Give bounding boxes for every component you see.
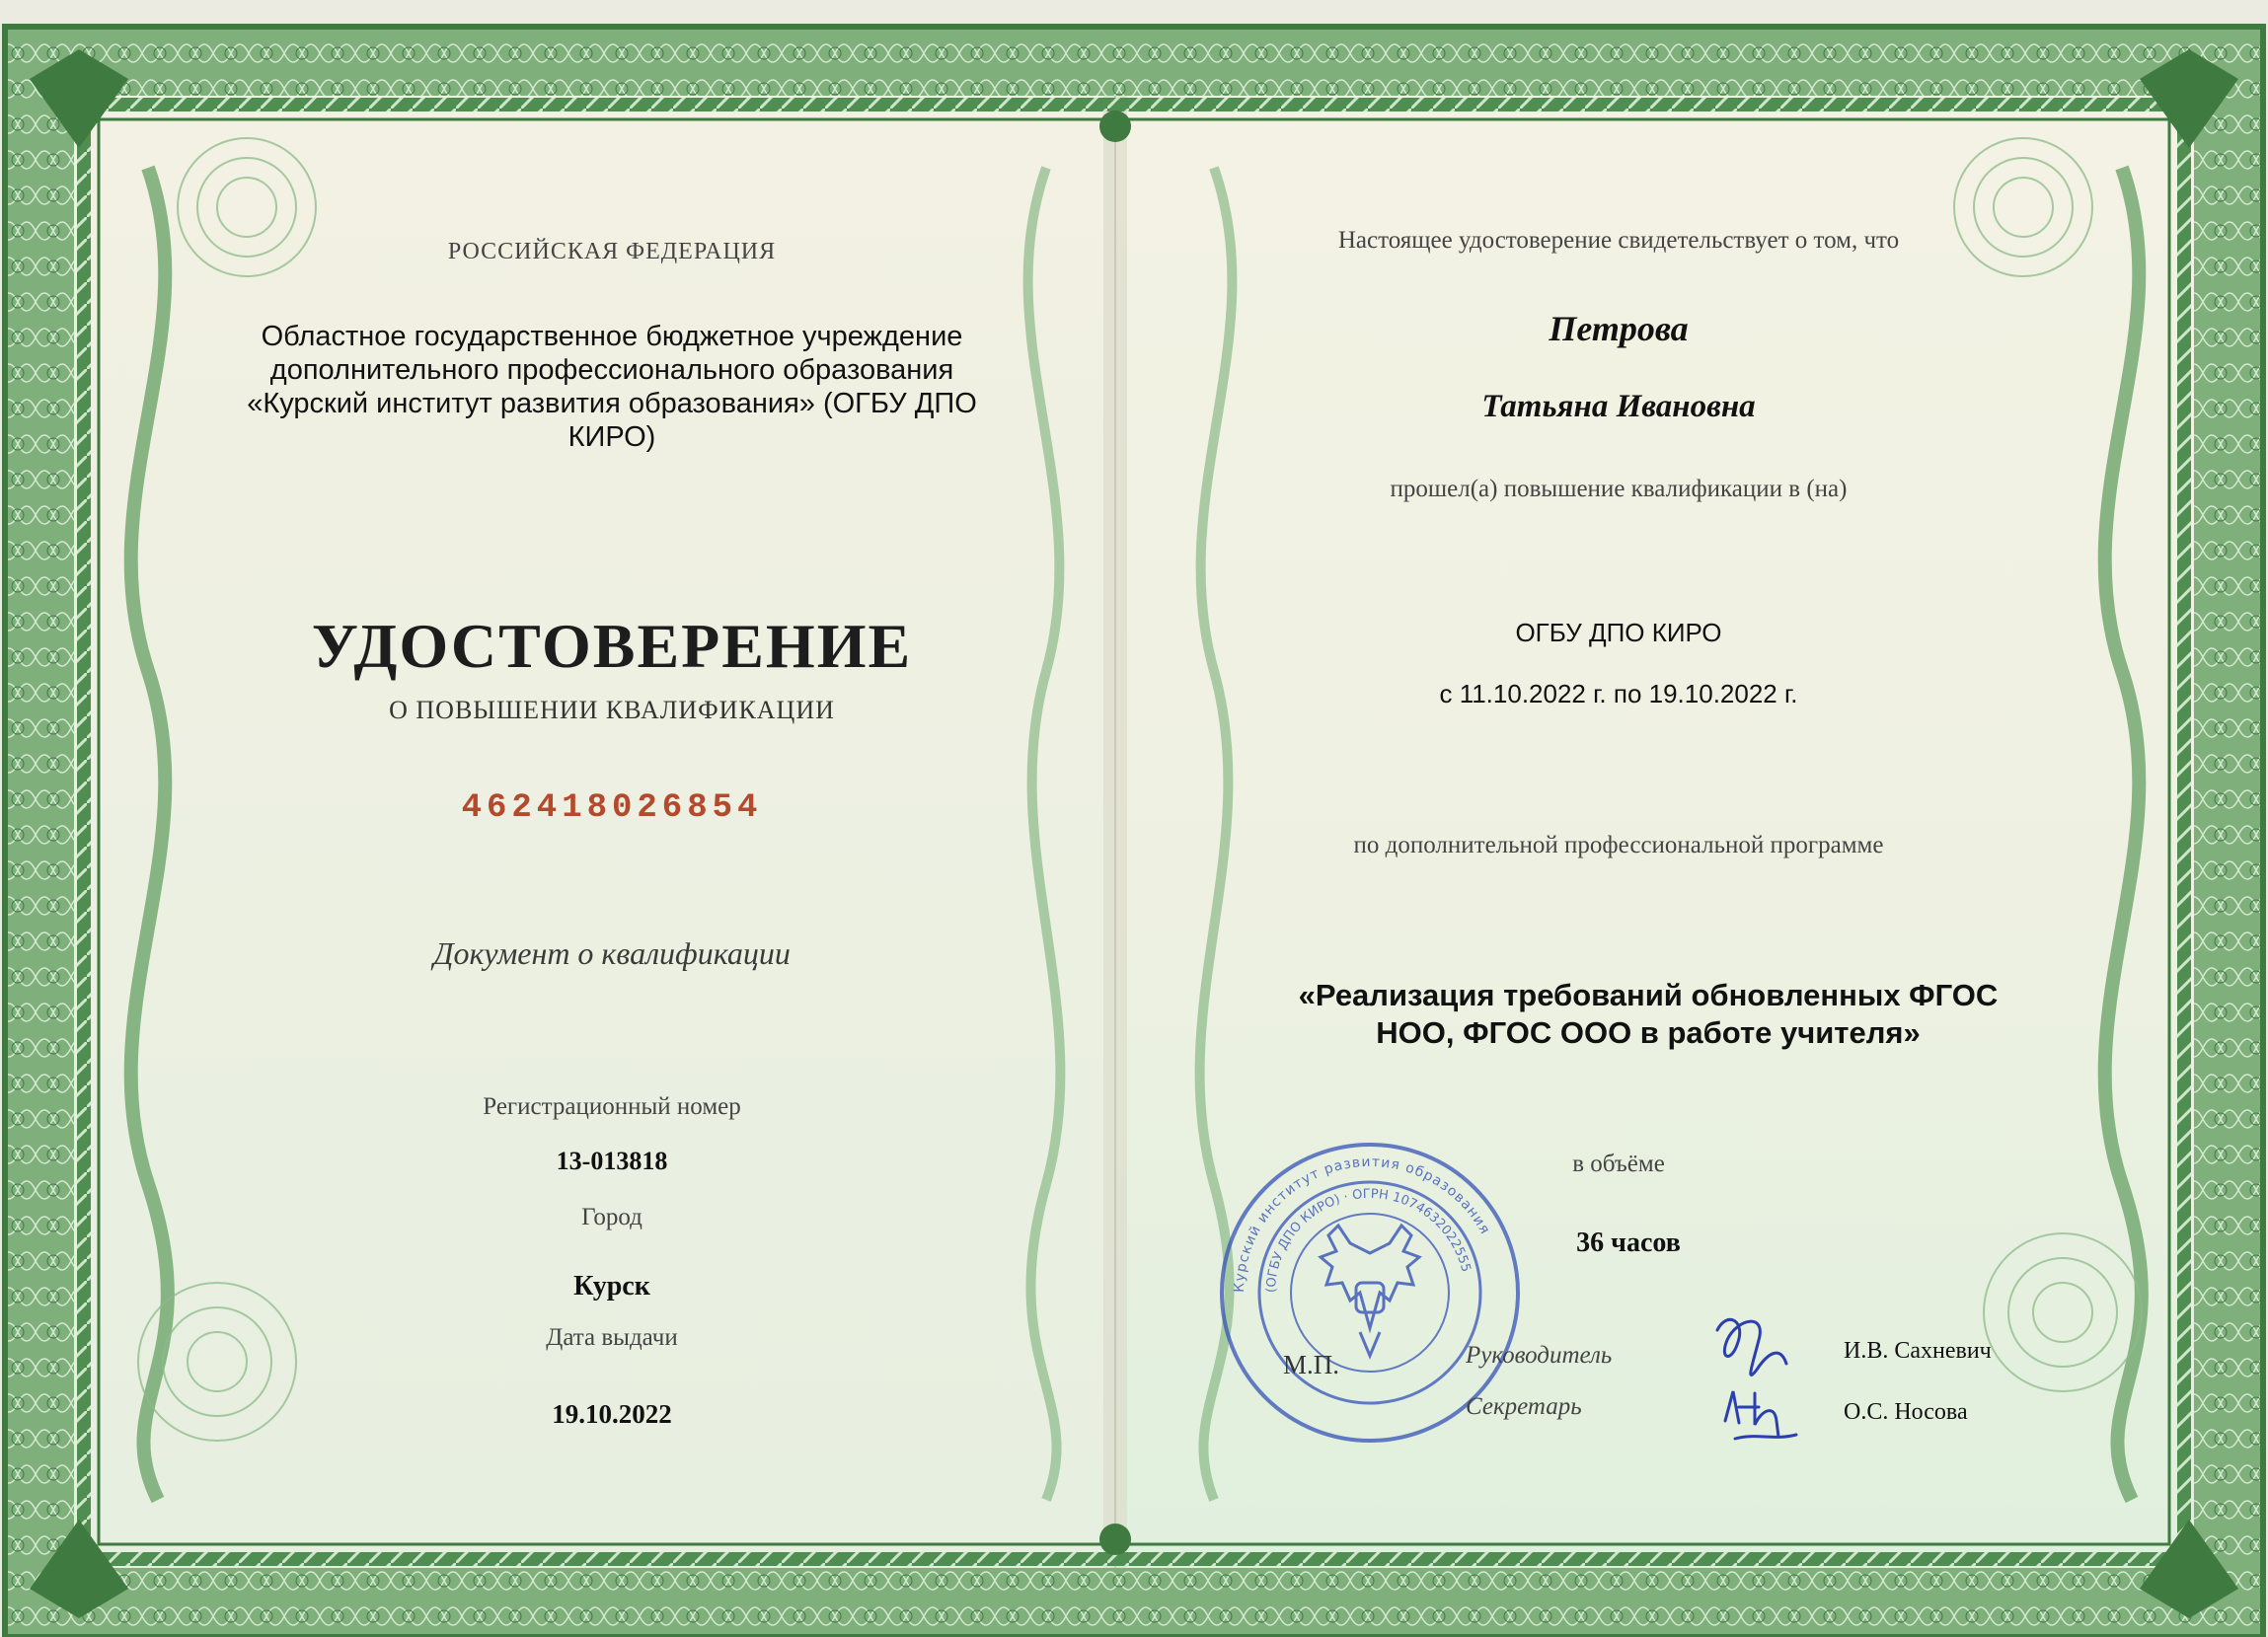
svg-text:(ОГБУ ДПО КИРО) · ОГРН 1074632 [1264, 1187, 1474, 1293]
registration-number: 13-013818 [556, 1147, 668, 1175]
secretary-label: Секретарь [1466, 1393, 1582, 1420]
stamp-label: М.П. [1283, 1350, 1340, 1379]
holder-surname: Петрова [1549, 309, 1689, 348]
holder-given-names: Татьяна Ивановна [1481, 389, 1756, 424]
city-label: Город [581, 1204, 643, 1230]
head-name: И.В. Сахневич [1844, 1338, 1992, 1364]
organization-name: Областное государственное бюджетное учреждение дополнительного профессионального образования «Курский институт развития образования» (ОГБУ ДПО КИРО) [247, 321, 977, 453]
issue-date-label: Дата выдачи [546, 1324, 678, 1351]
intro-text: Настоящее удостоверение свидетельствует о том, что [1337, 227, 1900, 254]
institution-name: ОГБУ ДПО КИРО [1515, 618, 1722, 647]
secretary-name: О.С. Носова [1844, 1399, 1968, 1425]
program-label: по дополнительной профессиональной программе [1353, 832, 1884, 858]
document-type: Документ о квалификации [433, 935, 791, 971]
certificate-title: УДОСТОВЕРЕНИЕ [311, 611, 913, 681]
program-title: «Реализация требований обновленных ФГОС НОО, ФГОС ООО в работе учителя» [1298, 978, 1999, 1050]
volume-label: в объёме [1572, 1151, 1665, 1177]
stamp-outer-text: Курский институт развития образования [1231, 1153, 1493, 1294]
stamp-inner-text: (ОГБУ ДПО КИРО) · ОГРН 1074632022555 [1263, 1186, 1474, 1294]
head-label: Руководитель [1466, 1342, 1613, 1369]
passed-text: прошел(а) повышение квалификации в (на) [1390, 476, 1848, 502]
certificate-subtitle: О ПОВЫШЕНИИ КВАЛИФИКАЦИИ [389, 696, 835, 724]
registration-label: Регистрационный номер [483, 1093, 741, 1120]
training-period: с 11.10.2022 г. по 19.10.2022 г. [1439, 679, 1798, 708]
secretary-signature [1715, 1381, 1804, 1451]
hours-value: 36 часов [1576, 1228, 1681, 1258]
issue-date: 19.10.2022 [552, 1399, 672, 1429]
serial-number: 462418026854 [461, 789, 763, 827]
eagle-emblem-icon [1321, 1226, 1419, 1356]
city-value: Курск [573, 1271, 650, 1302]
country-heading: РОССИЙСКАЯ ФЕДЕРАЦИЯ [447, 239, 777, 264]
